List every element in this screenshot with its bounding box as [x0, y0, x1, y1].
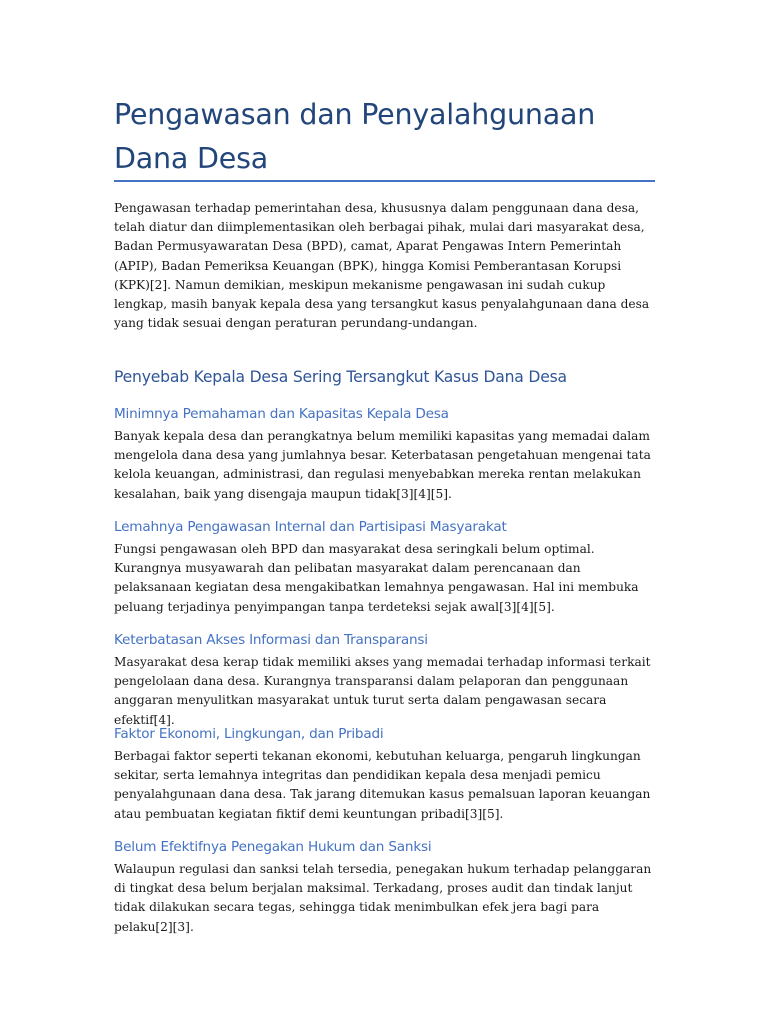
subsection-heading-3: Keterbatasan Akses Informasi dan Transparansi [114, 632, 428, 648]
subsection-body-4: Berbagai faktor seperti tekanan ekonomi, kebutuhan keluarga, pengaruh lingkungan sekitar, serta lemahnya integritas dan pendidikan kepala desa menjadi pemicu penyalahgunaan dana desa. Tak jarang ditemukan kasus pemalsuan laporan keuangan atau pembuatan kegiatan fiktif demi keuntungan pribadi[3][5]. [114, 749, 651, 821]
subsection-heading-1: Minimnya Pemahaman dan Kapasitas Kepala Desa [114, 406, 449, 422]
subsection-body-3: Masyarakat desa kerap tidak memiliki akses yang memadai terhadap informasi terkait pengelolaan dana desa. Kurangnya transparansi dalam pelaporan dan penggunaan anggaran menyulitkan masyarakat untuk turut serta dalam pengawasan secara efektif[4]. [114, 655, 651, 727]
title-divider [114, 180, 655, 182]
subsection-body-1: Banyak kepala desa dan perangkatnya belum memiliki kapasitas yang memadai dalam mengelola dana desa yang jumlahnya besar. Keterbatasan pengetahuan mengenai tata kelola keuangan, administrasi, dan regulasi menyebabkan mereka rentan melakukan kesalahan, baik yang disengaja maupun tidak[3][4][5]. [114, 429, 651, 501]
section-heading: Penyebab Kepala Desa Sering Tersangkut Kasus Dana Desa [114, 368, 567, 386]
intro-paragraph: Pengawasan terhadap pemerintahan desa, khususnya dalam penggunaan dana desa, telah diatur dan diimplementasikan oleh berbagai pihak, mulai dari masyarakat desa, Badan Permusyawaratan Desa (BPD), camat, Aparat Pengawas Intern Pemerintah (APIP), Badan Pemeriksa Keuangan (BPK), hingga Komisi Pemberantasan Korupsi (KPK)[2]. Namun demikian, meskipun mekanisme pengawasan ini sudah cukup lengkap, masih banyak kepala desa yang tersangkut kasus penyalahgunaan dana desa yang tidak sesuai dengan peraturan perundang-undangan. [114, 201, 650, 331]
subsection-body-2: Fungsi pengawasan oleh BPD dan masyarakat desa seringkali belum optimal. Kurangnya musyawarah dan pelibatan masyarakat dalam perencanaan dan pelaksanaan kegiatan desa mengakibatkan lemahnya pengawasan. Hal ini membuka peluang terjadinya penyimpangan tanpa terdeteksi sejak awal[3][4][5]. [114, 542, 639, 614]
document-title: Pengawasan dan Penyalahgunaan Dana Desa [114, 98, 596, 175]
subsection-heading-4: Faktor Ekonomi, Lingkungan, dan Pribadi [114, 726, 384, 742]
subsection-heading-5: Belum Efektifnya Penegakan Hukum dan Sanksi [114, 839, 432, 855]
subsection-body-5: Walaupun regulasi dan sanksi telah tersedia, penegakan hukum terhadap pelanggaran di tingkat desa belum berjalan maksimal. Terkadang, proses audit dan tindak lanjut tidak dilakukan secara tegas, sehingga tidak menimbulkan efek jera bagi para pelaku[2][3]. [114, 862, 652, 934]
subsection-heading-2: Lemahnya Pengawasan Internal dan Partisipasi Masyarakat [114, 519, 507, 535]
